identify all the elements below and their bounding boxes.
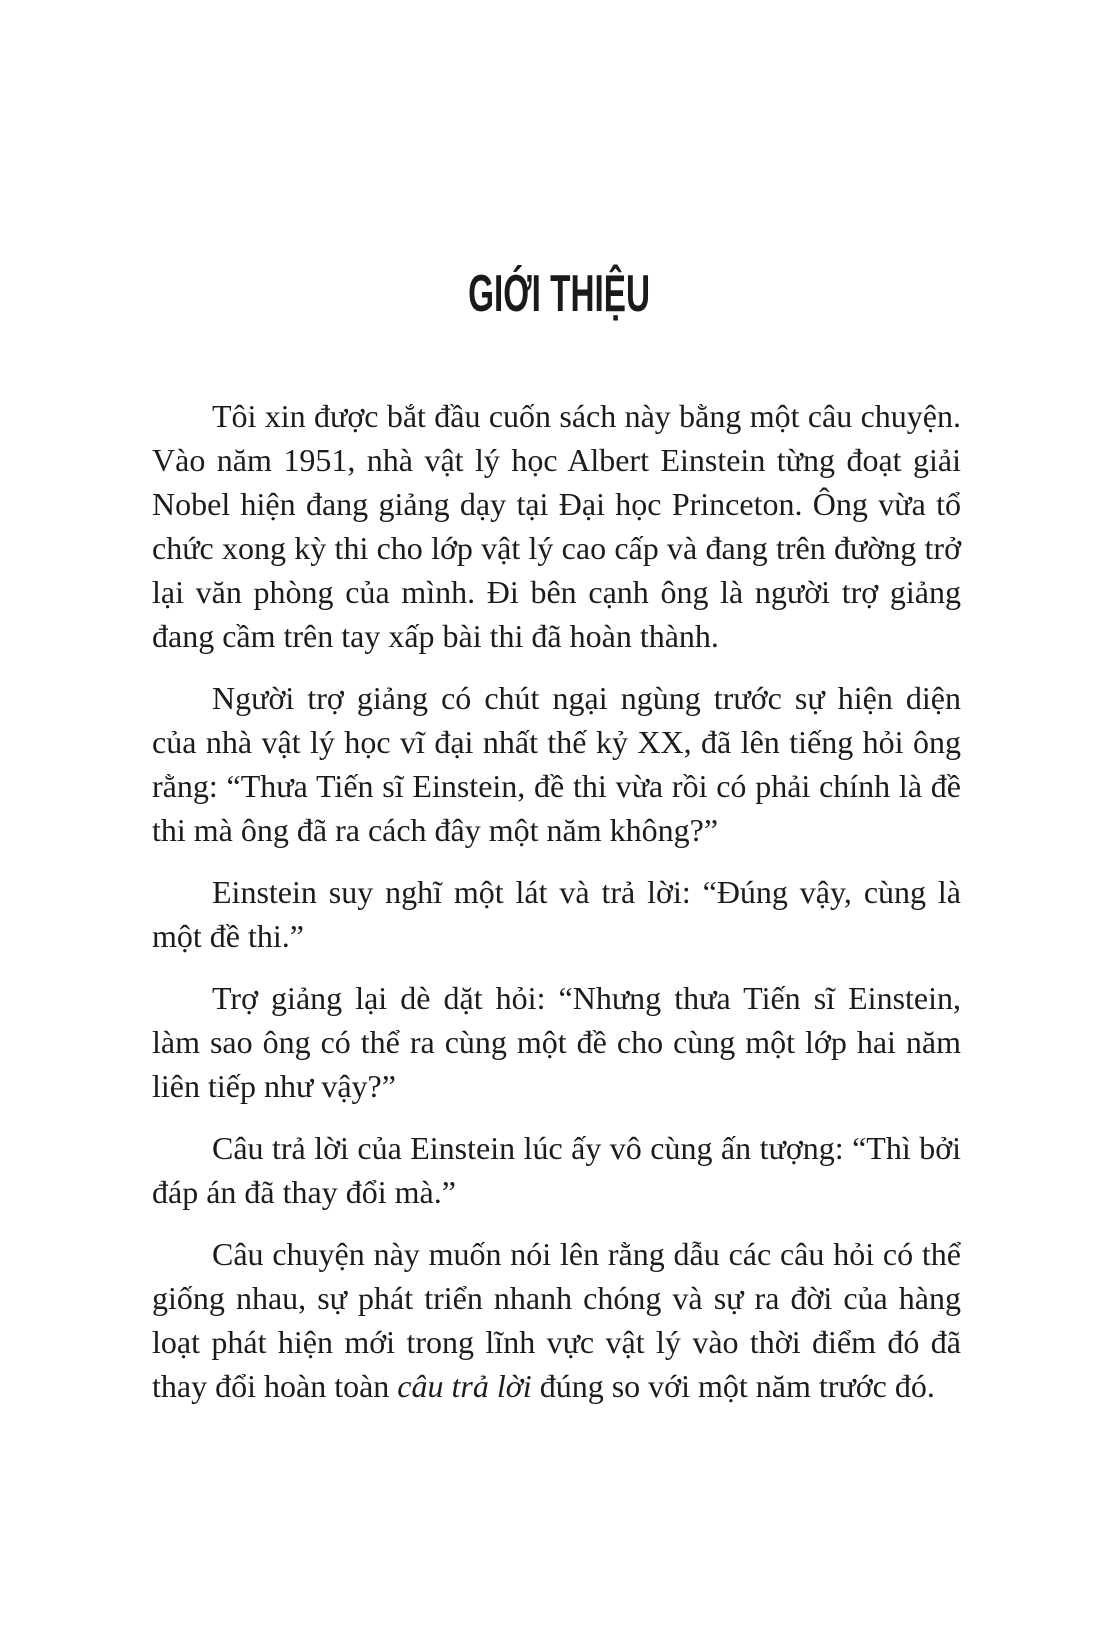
paragraph-intro-story [152, 394, 961, 658]
paragraph-conclusion-before: Câu chuyện này muốn nói lên rằng dẫu các câu hỏi có thể giống nhau, sự phát triển nhanh chóng và sự ra đời của hàng loạt phát hiện mới trong lĩnh vực vật lý vào thời điểm đó đã thay đổi hoàn toàn [152, 1236, 961, 1404]
page-title-text: GIỚI THIỆU [468, 265, 651, 323]
paragraph-conclusion [152, 1232, 961, 1408]
paragraph-assistant-question-text: Người trợ giảng có chút ngại ngùng trước sự hiện diện của nhà vật lý học vĩ đại nhất thế kỷ XX, đã lên tiếng hỏi ông rằng: “Thưa Tiến sĩ Einstein, đề thi vừa rồi có phải chính là đề thi mà ông đã ra cách đây một năm không?” [152, 680, 961, 848]
paragraph-einstein-reply-text: Einstein suy nghĩ một lát và trả lời: “Đúng vậy, cùng là một đề thi.” [152, 874, 961, 954]
paragraph-assistant-followup [152, 976, 961, 1108]
page-title [0, 0, 1119, 323]
paragraph-einstein-answer-text: Câu trả lời của Einstein lúc ấy vô cùng ấn tượng: “Thì bởi đáp án đã thay đổi mà.” [152, 1130, 961, 1210]
paragraph-assistant-followup-text: Trợ giảng lại dè dặt hỏi: “Nhưng thưa Tiến sĩ Einstein, làm sao ông có thể ra cùng một đề cho cùng một lớp hai năm liên tiếp như vậy?” [152, 980, 961, 1104]
paragraph-conclusion-after: đúng so với một năm trước đó. [531, 1368, 935, 1404]
paragraph-einstein-reply [152, 870, 961, 958]
paragraph-assistant-question [152, 676, 961, 852]
paragraph-conclusion-italic: câu trả lời [397, 1368, 532, 1404]
body-text [152, 394, 961, 1408]
paragraph-einstein-answer [152, 1126, 961, 1214]
paragraph-intro-story-text: Tôi xin được bắt đầu cuốn sách này bằng một câu chuyện. Vào năm 1951, nhà vật lý học Albert Einstein từng đoạt giải Nobel hiện đang giảng dạy tại Đại học Princeton. Ông vừa tổ chức xong kỳ thi cho lớp vật lý cao cấp và đang trên đường trở lại văn phòng của mình. Đi bên cạnh ông là người trợ giảng đang cầm trên tay xấp bài thi đã hoàn thành. [152, 398, 961, 654]
